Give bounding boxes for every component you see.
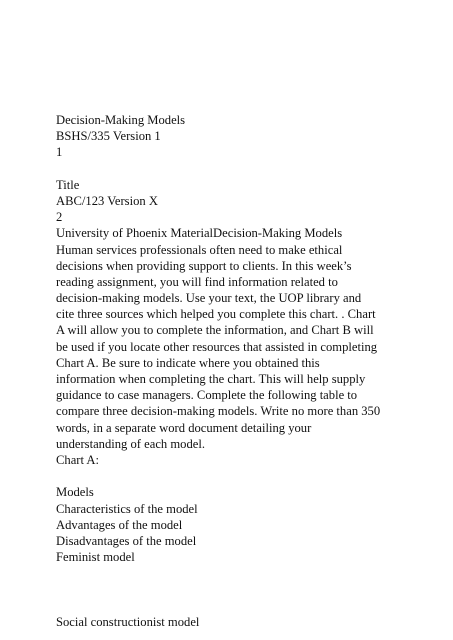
document-text [56, 112, 426, 630]
body-line: decision-making models. Use your text, the UOP library and [56, 291, 362, 306]
body-line: decisions when providing support to clients. In this week’s [56, 258, 352, 273]
body-line: University of Phoenix MaterialDecision-Making Models [56, 226, 343, 241]
body-line: information when completing the chart. This will help supply [56, 372, 366, 386]
chart-row-label: Advantages of the model [56, 517, 183, 532]
spacer [56, 581, 426, 597]
spacer [56, 565, 426, 581]
chart-model-name: Social constructionist model [56, 614, 200, 629]
chart-a-label: Chart A: [56, 452, 100, 467]
course-code: BSHS/335 Version 1 [56, 129, 161, 144]
body-line: cite three sources which helped you complete this chart. . Chart [56, 307, 376, 322]
chart-column-header: Models [56, 485, 94, 500]
body-line: Human services professionals often need to make ethical [56, 242, 343, 257]
body-line: Chart A. Be sure to indicate where you obtained this [56, 355, 320, 370]
body-line: compare three decision-making models. Write no more than 350 [56, 404, 381, 419]
template-page-number: 2 [56, 210, 63, 225]
body-line: guidance to case managers. Complete the following table to [56, 388, 358, 403]
chart-row-label: Disadvantages of the model [56, 533, 197, 548]
chart-row-label: Characteristics of the model [56, 501, 198, 516]
document-title: Decision-Making Models [56, 113, 186, 127]
body-line: reading assignment, you will find information related to [56, 274, 338, 289]
template-course-code: ABC/123 Version X [56, 193, 158, 208]
body-line: understanding of each model. [56, 436, 205, 451]
chart-model-name: Feminist model [56, 550, 135, 565]
body-line: A will allow you to complete the information, and Chart B will [56, 323, 374, 338]
spacer [56, 598, 426, 614]
spacer [56, 468, 426, 484]
page-number: 1 [56, 145, 63, 160]
body-line: be used if you locate other resources that assisted in completing [56, 339, 378, 354]
template-title: Title [56, 177, 80, 192]
spacer [56, 161, 426, 177]
body-line: words, in a separate word document detailing your [56, 420, 312, 435]
